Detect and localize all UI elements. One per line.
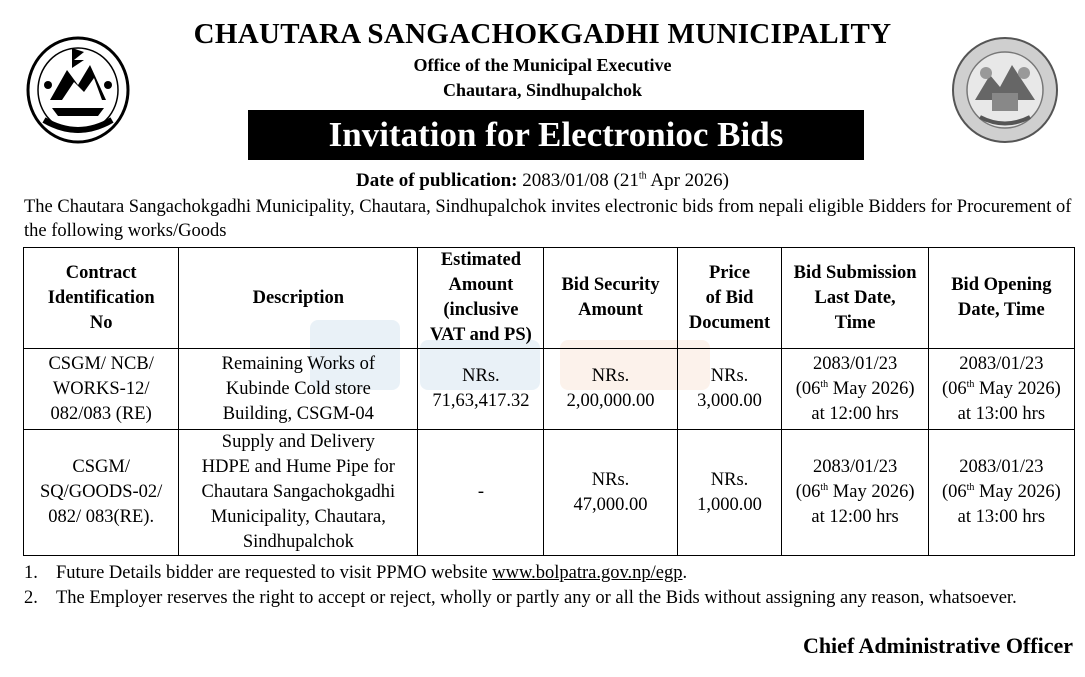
list-item [24, 561, 1074, 586]
publication-date-value: 2083/01/08 (21th Apr 2026) [522, 170, 729, 191]
note-number: 1. [24, 563, 38, 583]
cell-contract-id: CSGM/ NCB/ WORKS-12/ 082/083 (RE) [24, 349, 179, 430]
header-opening: Bid Opening Date, Time [928, 248, 1074, 349]
cell-description: Remaining Works of Kubinde Cold store Building, CSGM-04 [179, 349, 418, 430]
cell-opening: 2083/01/23 (06th May 2026) at 13:00 hrs [928, 349, 1074, 430]
header-contract-id: Contract Identification No [24, 248, 179, 349]
table-row [24, 430, 1075, 556]
table-header-row [24, 248, 1075, 349]
cell-submission: 2083/01/23 (06th May 2026) at 12:00 hrs [782, 430, 928, 556]
header-bid-security: Bid Security Amount [544, 248, 677, 349]
note-text: The Employer reserves the right to accept or reject, wholly or partly any or all the Bids without assigning any reason, whatsoever. [56, 588, 1017, 608]
note-number: 2. [24, 588, 38, 608]
intro-paragraph: The Chautara Sangachokgadhi Municipality, Chautara, Sindhupalchok invites electronic bids from nepali eligible Bidders for Procurement of the following works/Goods [24, 197, 1072, 241]
cell-bid-security: NRs. 2,00,000.00 [544, 349, 677, 430]
signoff: Chief Administrative Officer [802, 633, 1073, 658]
header-description: Description [179, 248, 418, 349]
cell-bid-security: NRs. 47,000.00 [544, 430, 677, 556]
cell-submission: 2083/01/23 (06th May 2026) at 12:00 hrs [782, 349, 928, 430]
cell-price: NRs. 1,000.00 [677, 430, 782, 556]
cell-opening: 2083/01/23 (06th May 2026) at 13:00 hrs [928, 430, 1074, 556]
publication-date [0, 170, 1085, 192]
ppmo-link[interactable]: www.bolpatra.gov.np/egp [492, 563, 683, 583]
cell-estimated-amount: - [418, 430, 544, 556]
notice-banner: Invitation for Electronioc Bids [248, 110, 864, 160]
list-item [24, 586, 1074, 611]
cell-contract-id: CSGM/ SQ/GOODS-02/ 082/ 083(RE). [24, 430, 179, 556]
cell-description: Supply and Delivery HDPE and Hume Pipe for Chautara Sangachokgadhi Municipality, Chautara, Sindhupalchok [179, 430, 418, 556]
cell-estimated-amount: NRs. 71,63,417.32 [418, 349, 544, 430]
note-text: Future Details bidder are requested to visit PPMO website www.bolpatra.gov.np/egp. [56, 563, 688, 583]
page-title: CHAUTARA SANGACHOKGADHI MUNICIPALITY [193, 18, 892, 50]
header-price: Price of Bid Document [677, 248, 782, 349]
bids-table [23, 247, 1075, 556]
office-address: Chautara, Sindhupalchok [442, 80, 643, 100]
notes-list [24, 561, 1074, 611]
header-submission: Bid Submission Last Date, Time [782, 248, 928, 349]
office-name: Office of the Municipal Executive [413, 55, 672, 75]
header-estimated-amount: Estimated Amount (inclusive VAT and PS) [418, 248, 544, 349]
publication-date-label: Date of publication: [356, 170, 518, 191]
table-row [24, 349, 1075, 430]
cell-price: NRs. 3,000.00 [677, 349, 782, 430]
